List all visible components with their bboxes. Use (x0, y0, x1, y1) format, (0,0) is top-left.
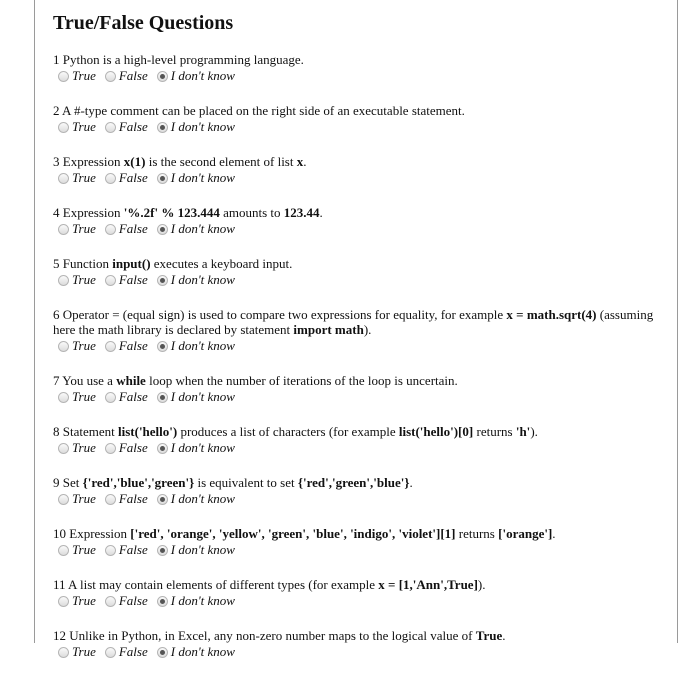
question-text-part: 2 A #-type comment can be placed on the right side of an executable statement. (53, 103, 465, 118)
question-item (53, 52, 663, 84)
answer-label-true[interactable]: True (72, 119, 96, 134)
radio-button-unknown[interactable] (157, 275, 168, 286)
answer-option-false[interactable] (100, 221, 148, 237)
answer-option-true[interactable] (53, 68, 96, 84)
question-code: ['red', 'orange', 'yellow', 'green', 'blue', 'indigo', 'violet'][1] (130, 526, 456, 541)
answer-label-false[interactable]: False (118, 338, 148, 353)
radio-button-unknown[interactable] (157, 647, 168, 658)
answer-option-true[interactable] (53, 440, 96, 456)
answer-option-false[interactable] (100, 644, 148, 660)
answer-label-false[interactable]: False (118, 68, 148, 83)
answer-label-false[interactable]: False (118, 272, 148, 287)
question-code: x (296, 154, 304, 169)
question-text-part: ). (363, 322, 372, 337)
answer-option-true[interactable] (53, 338, 96, 354)
radio-button-unknown[interactable] (157, 596, 168, 607)
question-text-part: 10 Expression (53, 526, 131, 541)
radio-button-unknown[interactable] (157, 224, 168, 235)
radio-button-false[interactable] (105, 275, 116, 286)
answer-label-false[interactable]: False (118, 593, 148, 608)
answer-choices (53, 119, 663, 135)
question-item (53, 475, 663, 507)
answer-choices (53, 221, 663, 237)
answer-label-unknown[interactable]: I don't know (170, 542, 235, 557)
answer-label-true[interactable]: True (72, 272, 96, 287)
question-text (53, 526, 663, 541)
answer-choices (53, 338, 663, 354)
radio-button-false[interactable] (105, 173, 116, 184)
question-text-part: 6 Operator = (equal sign) is used to compare two expressions for equality, for example (53, 307, 507, 322)
question-code: input() (112, 256, 151, 271)
question-text-part: . (303, 154, 307, 169)
question-code: import math (293, 322, 364, 337)
answer-label-true[interactable]: True (72, 338, 96, 353)
radio-button-false[interactable] (105, 545, 116, 556)
answer-label-unknown[interactable]: I don't know (170, 491, 235, 506)
question-text-part: . (319, 205, 323, 220)
answer-label-unknown[interactable]: I don't know (170, 221, 235, 236)
answer-option-false[interactable] (100, 389, 148, 405)
answer-label-false[interactable]: False (118, 221, 148, 236)
answer-choices (53, 644, 663, 660)
answer-option-true[interactable] (53, 542, 96, 558)
answer-label-false[interactable]: False (118, 170, 148, 185)
question-text-part: produces a list of characters (for example (177, 424, 399, 439)
question-text-part: returns (473, 424, 516, 439)
question-text-part: is equivalent to set (194, 475, 298, 490)
radio-button-unknown[interactable] (157, 443, 168, 454)
question-text (53, 307, 663, 337)
question-text-part: . (502, 628, 506, 643)
answer-option-unknown[interactable] (152, 389, 235, 405)
radio-button-true[interactable] (58, 392, 69, 403)
question-text-part: executes a keyboard input. (150, 256, 293, 271)
answer-label-unknown[interactable]: I don't know (170, 272, 235, 287)
answer-label-true[interactable]: True (72, 491, 96, 506)
radio-button-false[interactable] (105, 443, 116, 454)
answer-choices (53, 170, 663, 186)
radio-button-false[interactable] (105, 494, 116, 505)
question-text-part: (assuming here the math library is declared by statement (53, 307, 654, 337)
question-item (53, 373, 663, 405)
radio-button-true[interactable] (58, 122, 69, 133)
question-text-part: 9 Set (53, 475, 83, 490)
answer-label-unknown[interactable]: I don't know (170, 593, 235, 608)
question-code: '%.2f' % 123.444 (123, 205, 220, 220)
radio-button-true[interactable] (58, 545, 69, 556)
question-text-part: 1 Python is a high-level programming language. (53, 52, 304, 67)
question-text (53, 373, 663, 388)
answer-label-true[interactable]: True (72, 68, 96, 83)
question-code: list('hello')[0] (398, 424, 474, 439)
answer-choices (53, 68, 663, 84)
question-code: list('hello') (118, 424, 178, 439)
question-text (53, 628, 663, 643)
question-text-part: 7 You use a (53, 373, 117, 388)
answer-label-unknown[interactable]: I don't know (170, 170, 235, 185)
question-text-part: returns (455, 526, 499, 541)
question-text-part: 3 Expression (53, 154, 124, 169)
radio-button-false[interactable] (105, 392, 116, 403)
answer-label-unknown[interactable]: I don't know (170, 644, 235, 659)
answer-choices (53, 272, 663, 288)
page-title: True/False Questions (53, 12, 234, 34)
answer-choices (53, 491, 663, 507)
answer-option-unknown[interactable] (152, 68, 235, 84)
answer-option-false[interactable] (100, 338, 148, 354)
question-text-part: is the second element of list (145, 154, 297, 169)
radio-button-false[interactable] (105, 224, 116, 235)
radio-button-unknown[interactable] (157, 122, 168, 133)
question-text (53, 424, 663, 439)
question-text-part: 5 Function (53, 256, 113, 271)
radio-button-unknown[interactable] (157, 545, 168, 556)
question-code: while (116, 373, 146, 388)
answer-label-false[interactable]: False (118, 389, 148, 404)
question-code: x = [1,'Ann',True] (378, 577, 478, 592)
answer-label-true[interactable]: True (72, 389, 96, 404)
answer-label-unknown[interactable]: I don't know (170, 440, 235, 455)
answer-choices (53, 440, 663, 456)
question-item (53, 256, 663, 288)
question-text (53, 205, 663, 220)
answer-option-unknown[interactable] (152, 221, 235, 237)
answer-label-unknown[interactable]: I don't know (170, 119, 235, 134)
question-text (53, 154, 663, 169)
answer-choices (53, 593, 663, 609)
question-item (53, 307, 663, 354)
question-code: x(1) (123, 154, 146, 169)
answer-choices (53, 389, 663, 405)
question-code: x = math.sqrt(4) (506, 307, 597, 322)
answer-option-false[interactable] (100, 68, 148, 84)
radio-button-true[interactable] (58, 224, 69, 235)
answer-label-true[interactable]: True (72, 644, 96, 659)
radio-button-true[interactable] (58, 71, 69, 82)
answer-option-true[interactable] (53, 593, 96, 609)
question-text-part: 11 A list may contain elements of different types (for example (53, 577, 379, 592)
answer-label-false[interactable]: False (118, 542, 148, 557)
question-text-part: 4 Expression (53, 205, 124, 220)
answer-option-unknown[interactable] (152, 644, 235, 660)
answer-option-false[interactable] (100, 170, 148, 186)
question-text-part: loop when the number of iterations of the loop is uncertain. (145, 373, 458, 388)
answer-option-true[interactable] (53, 389, 96, 405)
question-text (53, 256, 663, 271)
answer-option-unknown[interactable] (152, 440, 235, 456)
radio-button-true[interactable] (58, 173, 69, 184)
answer-option-false[interactable] (100, 440, 148, 456)
answer-label-unknown[interactable]: I don't know (170, 338, 235, 353)
question-text-part: 12 Unlike in Python, in Excel, any non-zero number maps to the logical value of (53, 628, 476, 643)
question-item (53, 103, 663, 135)
question-code: ['orange'] (498, 526, 553, 541)
question-item (53, 628, 663, 660)
radio-button-true[interactable] (58, 443, 69, 454)
question-code: 123.44 (283, 205, 320, 220)
answer-label-false[interactable]: False (118, 644, 148, 659)
answer-label-false[interactable]: False (118, 491, 148, 506)
question-text-part: amounts to (219, 205, 284, 220)
answer-label-false[interactable]: False (118, 119, 148, 134)
question-text-part: . (552, 526, 556, 541)
radio-button-false[interactable] (105, 122, 116, 133)
question-text-part: ). (477, 577, 486, 592)
radio-button-false[interactable] (105, 596, 116, 607)
answer-label-unknown[interactable]: I don't know (170, 68, 235, 83)
answer-option-false[interactable] (100, 119, 148, 135)
radio-button-true[interactable] (58, 275, 69, 286)
question-code: True (475, 628, 503, 643)
radio-button-unknown[interactable] (157, 173, 168, 184)
question-text (53, 52, 663, 67)
radio-button-unknown[interactable] (157, 494, 168, 505)
answer-option-true[interactable] (53, 221, 96, 237)
question-item (53, 526, 663, 558)
question-text (53, 475, 663, 490)
radio-button-unknown[interactable] (157, 392, 168, 403)
answer-option-unknown[interactable] (152, 119, 235, 135)
answer-option-unknown[interactable] (152, 542, 235, 558)
question-code: {'red','blue','green'} (82, 475, 195, 490)
answer-option-unknown[interactable] (152, 338, 235, 354)
answer-option-unknown[interactable] (152, 272, 235, 288)
radio-button-true[interactable] (58, 494, 69, 505)
question-item (53, 577, 663, 609)
answer-option-unknown[interactable] (152, 593, 235, 609)
answer-label-unknown[interactable]: I don't know (170, 389, 235, 404)
question-text (53, 103, 663, 118)
answer-option-true[interactable] (53, 491, 96, 507)
answer-label-true[interactable]: True (72, 170, 96, 185)
radio-button-false[interactable] (105, 647, 116, 658)
radio-button-unknown[interactable] (157, 71, 168, 82)
radio-button-true[interactable] (58, 647, 69, 658)
answer-choices (53, 542, 663, 558)
answer-label-true[interactable]: True (72, 593, 96, 608)
question-code: {'red','green','blue'} (297, 475, 410, 490)
radio-button-false[interactable] (105, 71, 116, 82)
answer-label-true[interactable]: True (72, 440, 96, 455)
radio-button-true[interactable] (58, 596, 69, 607)
answer-option-unknown[interactable] (152, 170, 235, 186)
answer-option-false[interactable] (100, 491, 148, 507)
radio-button-true[interactable] (58, 341, 69, 352)
question-text-part: . (409, 475, 413, 490)
answer-option-true[interactable] (53, 119, 96, 135)
question-text (53, 577, 663, 592)
question-text-part: ). (530, 424, 538, 439)
question-text-part: 8 Statement (53, 424, 118, 439)
answer-option-true[interactable] (53, 272, 96, 288)
radio-button-unknown[interactable] (157, 341, 168, 352)
question-item (53, 424, 663, 456)
answer-label-false[interactable]: False (118, 440, 148, 455)
question-item (53, 154, 663, 186)
answer-option-false[interactable] (100, 542, 148, 558)
answer-label-true[interactable]: True (72, 221, 96, 236)
question-code: 'h' (515, 424, 531, 439)
answer-label-true[interactable]: True (72, 542, 96, 557)
answer-option-unknown[interactable] (152, 491, 235, 507)
answer-option-false[interactable] (100, 593, 148, 609)
answer-option-false[interactable] (100, 272, 148, 288)
answer-option-true[interactable] (53, 644, 96, 660)
answer-option-true[interactable] (53, 170, 96, 186)
question-item (53, 205, 663, 237)
question-list (53, 52, 663, 679)
radio-button-false[interactable] (105, 341, 116, 352)
